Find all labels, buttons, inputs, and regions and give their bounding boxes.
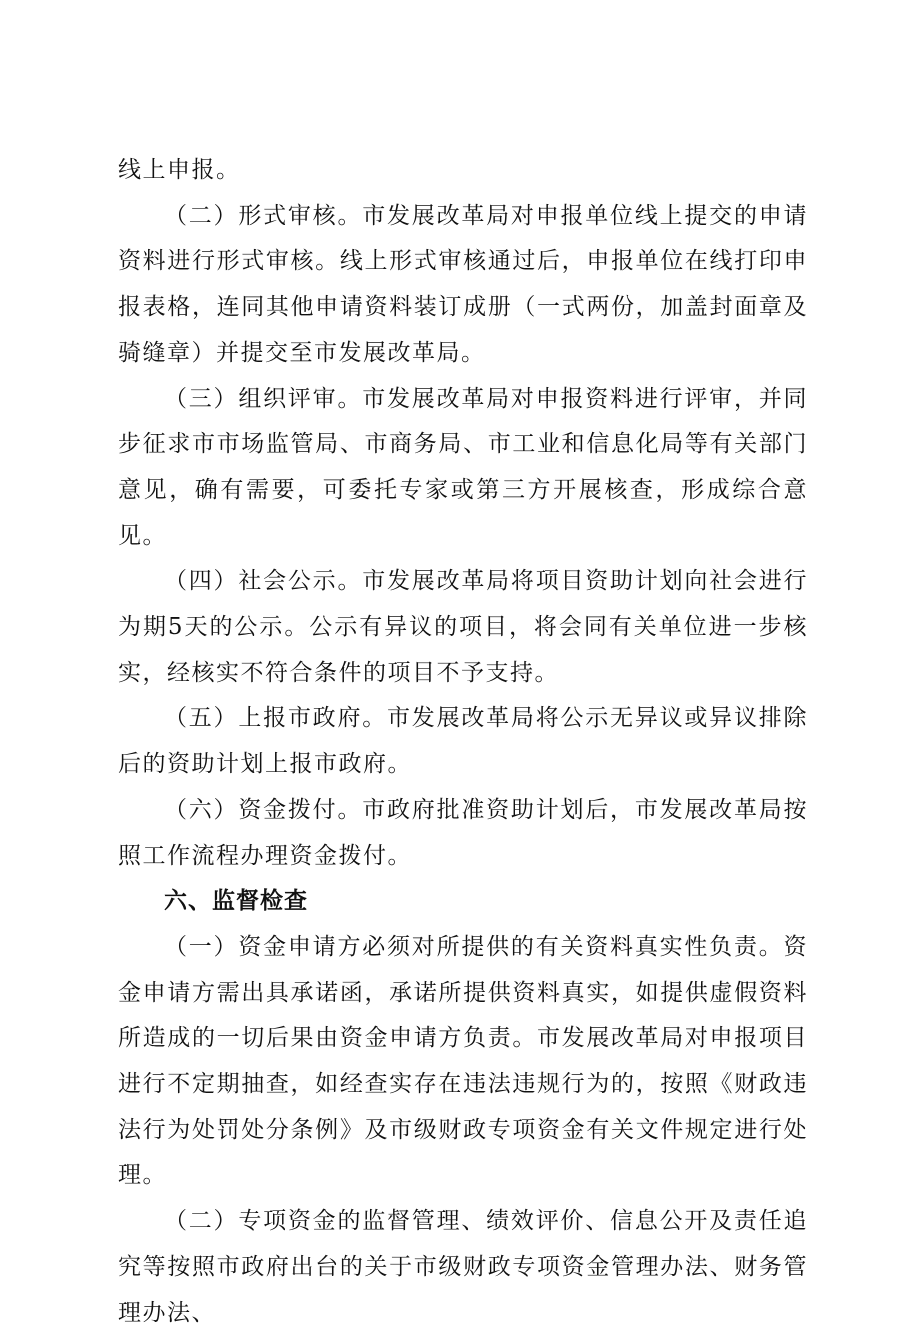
paragraph-public-notice: （四）社会公示。市发展改革局将项目资助计划向社会进行为期5天的公示。公示有异议的项目，将会同有关单位进一步核实，经核实不符合条件的项目不予支持。 (118, 568, 808, 686)
section-heading-supervision: 六、监督检查 (164, 888, 308, 915)
paragraph-continuation: 线上申报。 (118, 157, 241, 183)
paragraph-formal-review: （二）形式审核。市发展改革局对申报单位线上提交的申请资料进行形式审核。线上形式审核通过后，申报单位在线打印申报表格，连同其他申请资料装订成册（一式两份，加盖封面章及骑缝章）并提交至市发展改革局。 (118, 202, 808, 366)
paragraph-organize-review: （三）组织评审。市发展改革局对申报资料进行评审，并同步征求市市场监管局、市商务局、市工业和信息化局等有关部门意见，确有需要，可委托专家或第三方开展核查，形成综合意见。 (118, 385, 808, 549)
paragraph-report-government: （五）上报市政府。市发展改革局将公示无异议或异议排除后的资助计划上报市政府。 (118, 705, 808, 778)
paragraph-fund-disbursement: （六）资金拨付。市政府批准资助计划后，市发展改革局按照工作流程办理资金拨付。 (118, 796, 808, 869)
paragraph-supervision-1: （一）资金申请方必须对所提供的有关资料真实性负责。资金申请方需出具承诺函，承诺所提供资料真实，如提供虚假资料所造成的一切后果由资金申请方负责。市发展改革局对申报项目进行不定期抽查，如经查实存在违法违规行为的，按照《财政违法行为处罚处分条例》及市级财政专项资金有关文件规定进行处理。 (118, 933, 808, 1189)
paragraph-supervision-2: （二）专项资金的监督管理、绩效评价、信息公开及责任追究等按照市政府出台的关于市级财政专项资金管理办法、财务管理办法、 (118, 1208, 808, 1326)
document-body (118, 148, 808, 1336)
